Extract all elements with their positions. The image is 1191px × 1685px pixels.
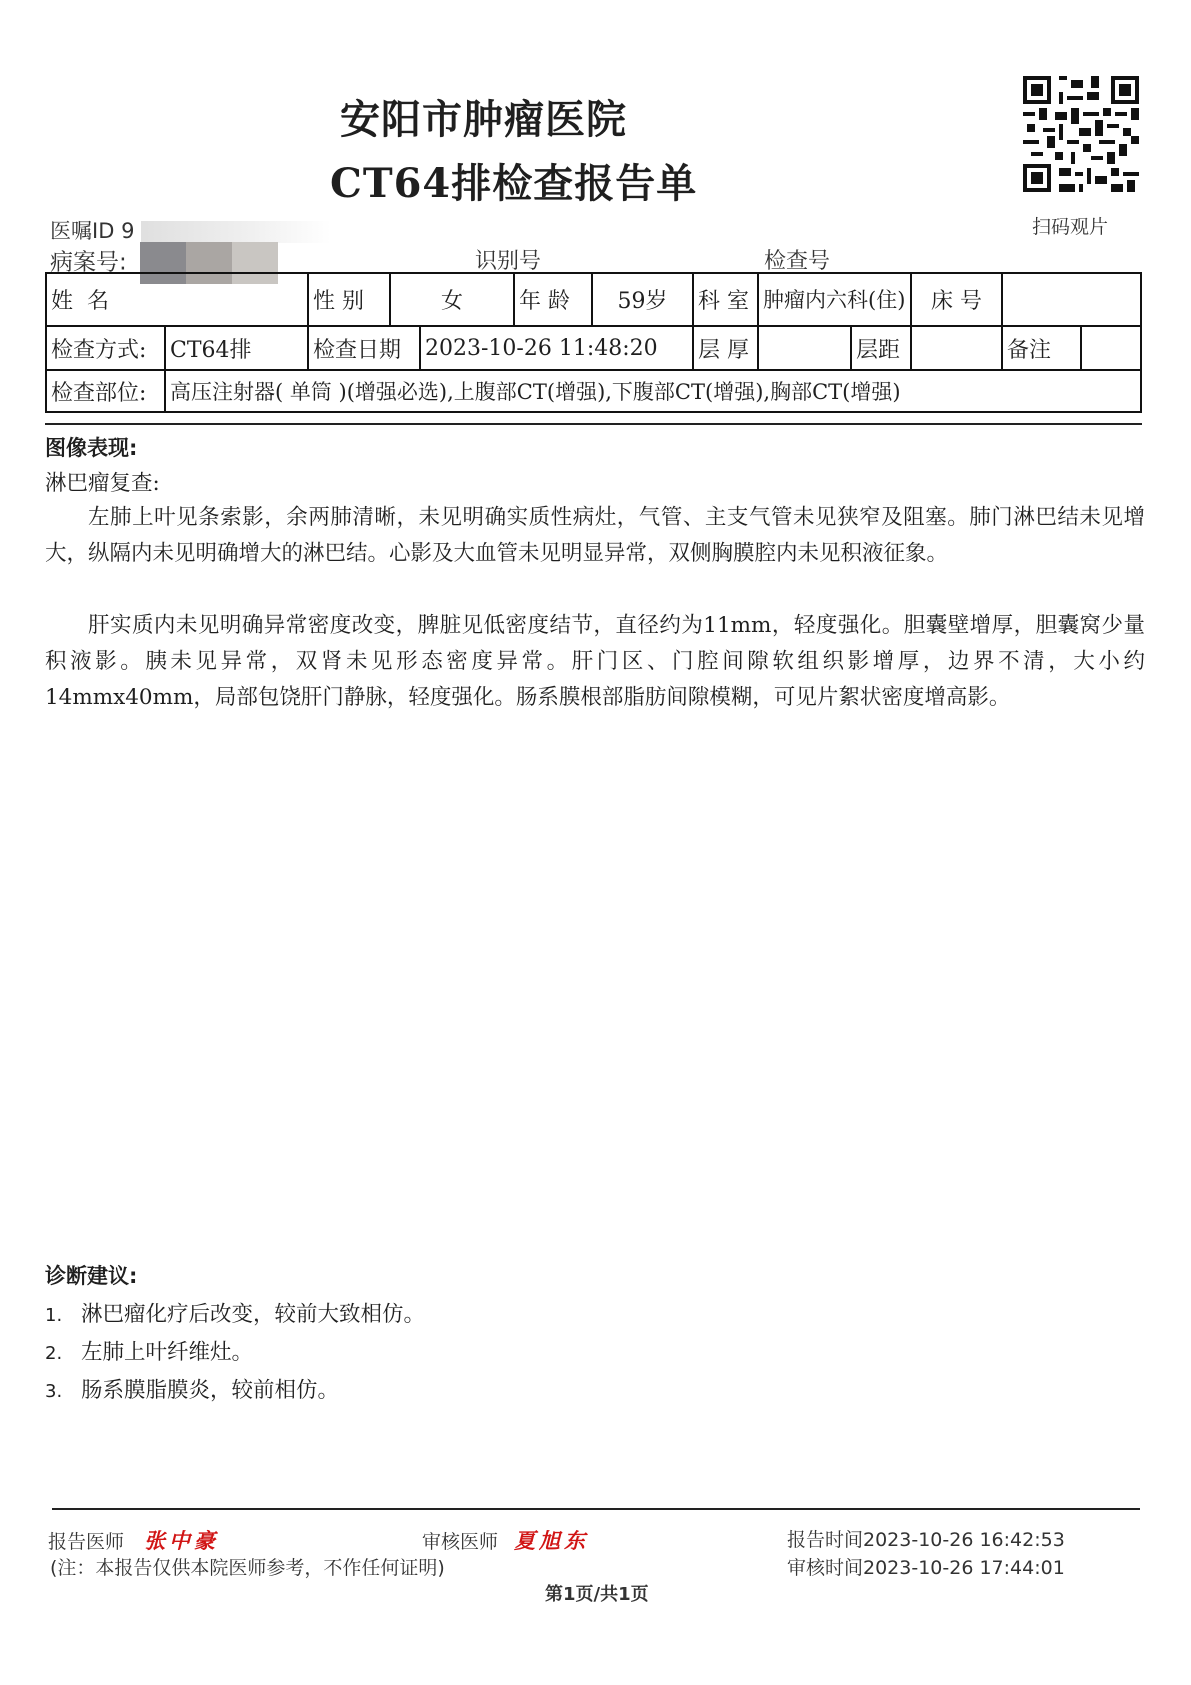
thickness-value (759, 327, 852, 369)
age-label: 年 龄 (515, 274, 593, 325)
bed-label: 床 号 (912, 274, 1003, 325)
order-id (50, 215, 331, 245)
diagnosis-text: 左肺上叶纤维灶。 (81, 1340, 254, 1365)
disclaimer-note: (注：本报告仅供本院医师参考，不作任何证明) (50, 1557, 445, 1579)
bed-value (1003, 274, 1142, 325)
reporter-signature: 张中豪 (144, 1528, 220, 1553)
age-value: 59岁 (593, 274, 694, 325)
diagnosis-text: 肠系膜脂膜炎，较前相仿。 (81, 1378, 340, 1403)
sex-label: 性 别 (309, 274, 391, 325)
diagnosis-text: 淋巴瘤化疗后改变，较前大致相仿。 (81, 1302, 426, 1327)
qr-caption: 扫码观片 (1032, 216, 1109, 238)
diagnosis-title: 诊断建议: (45, 1264, 138, 1288)
method-label: 检查方式: (47, 327, 166, 369)
spacing-label: 层距 (852, 327, 912, 369)
reviewer (422, 1525, 589, 1555)
diagnosis-item (45, 1297, 425, 1328)
report-time: 报告时间2023-10-26 16:42:53 (787, 1529, 1065, 1551)
remark-label: 备注 (1003, 327, 1082, 369)
redaction-mark (141, 221, 331, 243)
review-time: 审核时间2023-10-26 17:44:01 (787, 1557, 1065, 1579)
divider (45, 423, 1142, 425)
remark-value (1082, 327, 1142, 369)
date-value: 2023-10-26 11:48:20 (421, 327, 694, 369)
order-id-label: 医嘱ID (50, 219, 115, 243)
part-label: 检查部位: (47, 371, 166, 411)
findings-paragraph-2: 肝实质内未见明确异常密度改变，脾脏见低密度结节，直径约为11mm，轻度强化。胆囊壁增厚，胆囊窝少量积液影。胰未见异常，双肾未见形态密度异常。肝门区、门腔间隙软组织影增厚，边界不清，大小约14mmx40mm，局部包饶肝门静脉，轻度强化。肠系膜根部脂肪间隙模糊，可见片絮状密度增高影。 (45, 613, 1145, 710)
dept-value: 肿瘤内六科(住) (759, 274, 912, 325)
patient-info-row (45, 272, 1142, 327)
report-title: CT64排检查报告单 (330, 160, 698, 207)
exam-part-row (45, 369, 1142, 413)
qr-code-icon[interactable] (1023, 74, 1139, 194)
diagnosis-number: 2. (45, 1343, 63, 1364)
diagnosis-item (45, 1373, 339, 1404)
reporter (48, 1525, 219, 1555)
order-id-value: 9 (121, 219, 135, 243)
diagnosis-number: 3. (45, 1381, 63, 1402)
date-label: 检查日期 (309, 327, 421, 369)
case-number-label: 病案号: (50, 249, 127, 276)
thickness-label: 层 厚 (694, 327, 759, 369)
method-value: CT64排 (166, 327, 309, 369)
name-cell (47, 274, 309, 325)
reviewer-label: 审核医师 (422, 1531, 499, 1553)
findings-subtitle: 淋巴瘤复查: (45, 471, 160, 496)
dept-label: 科 室 (694, 274, 759, 325)
part-value: 高压注射器( 单筒 )(增强必选),上腹部CT(增强),下腹部CT(增强),胸部CT(增强) (170, 380, 901, 404)
diagnosis-number: 1. (45, 1305, 63, 1326)
sex-value: 女 (391, 274, 515, 325)
footer-divider (52, 1508, 1140, 1510)
page-number: 第1页/共1页 (545, 1584, 649, 1605)
reviewer-signature: 夏旭东 (514, 1528, 590, 1553)
findings-title: 图像表现: (45, 436, 138, 460)
reporter-label: 报告医师 (48, 1531, 125, 1553)
exam-info-row (45, 325, 1142, 371)
exam-number-label: 检查号 (764, 249, 831, 274)
name-label: 姓 名 (51, 289, 109, 314)
hospital-name: 安阳市肿瘤医院 (340, 96, 627, 143)
spacing-value (912, 327, 1003, 369)
id-number-label: 识别号 (475, 249, 542, 274)
diagnosis-item (45, 1335, 253, 1366)
findings-paragraph-1: 左肺上叶见条索影，余两肺清晰，未见明确实质性病灶，气管、主支气管未见狭窄及阻塞。肺门淋巴结未见增大，纵隔内未见明确增大的淋巴结。心影及大血管未见明显异常，双侧胸膜腔内未见积液征象。 (45, 505, 1145, 566)
